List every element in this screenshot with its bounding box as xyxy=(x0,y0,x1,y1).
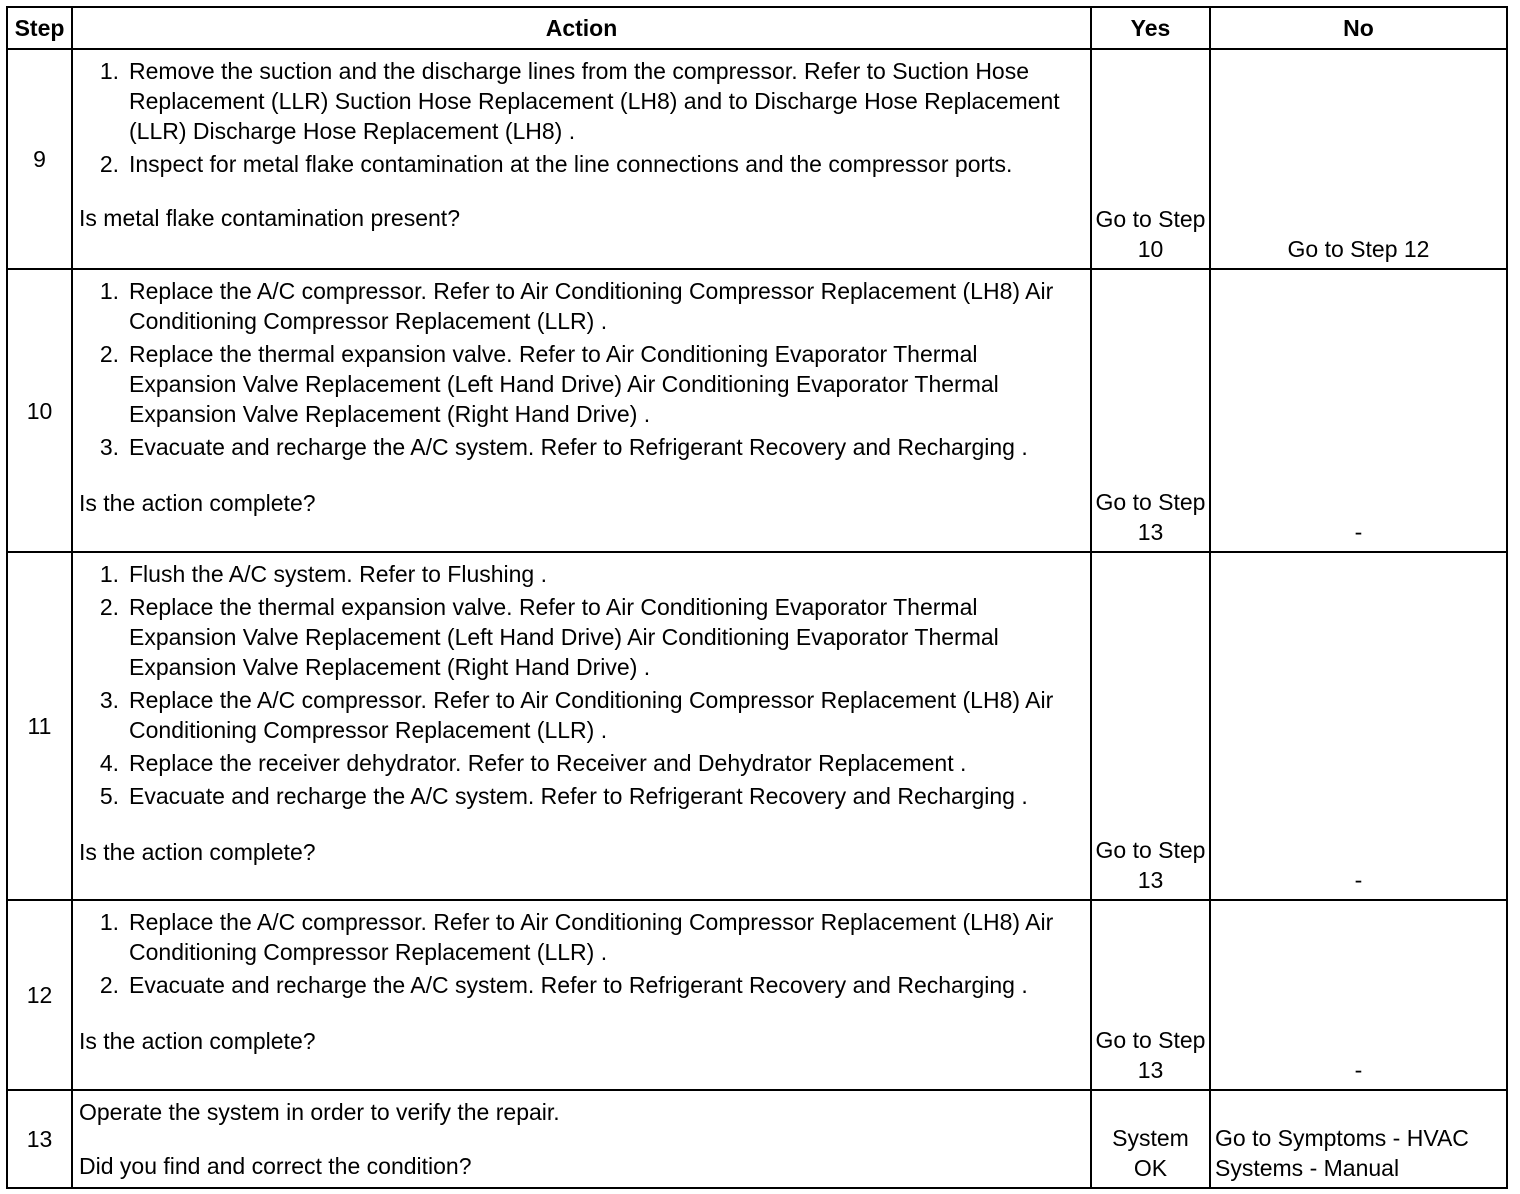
list-item: 3. Replace the A/C compressor. Refer to Air Conditioning Compressor Replacement (LH8) Air Conditioning Compressor Replacement (LLR) . xyxy=(99,687,1054,743)
no-cell: - xyxy=(1210,269,1507,552)
list-item: 1. Replace the A/C compressor. Refer to Air Conditioning Compressor Replacement (LH8) Air Conditioning Compressor Replacement (LLR) . xyxy=(99,909,1054,965)
action-list xyxy=(79,907,1082,1000)
action-text: Operate the system in order to verify the repair. xyxy=(79,1099,560,1125)
action-list xyxy=(79,276,1082,462)
question-text: Is the action complete? xyxy=(79,839,316,865)
list-item: 2. Inspect for metal flake contamination at the line connections and the compressor ports. xyxy=(99,151,1013,177)
list-item: 1. Replace the A/C compressor. Refer to Air Conditioning Compressor Replacement (LH8) Air Conditioning Compressor Replacement (LLR) . xyxy=(99,278,1054,334)
no-cell: Go to Symptoms - HVAC Systems - Manual xyxy=(1210,1090,1507,1188)
header-yes: Yes xyxy=(1091,7,1210,49)
question-text: Is the action complete? xyxy=(79,1028,316,1054)
yes-cell: Go to Step 13 xyxy=(1091,900,1210,1090)
step-number: 12 xyxy=(7,900,72,1090)
no-cell: Go to Step 12 xyxy=(1210,49,1507,269)
yes-cell: Go to Step 13 xyxy=(1091,552,1210,900)
step-number: 10 xyxy=(7,269,72,552)
yes-cell: System OK xyxy=(1091,1090,1210,1188)
list-item: 1. Remove the suction and the discharge lines from the compressor. Refer to Suction Hose Replacement (LLR) Suction Hose Replacement (LH8) and to Discharge Hose Replacement (LLR) Discharge Hose Replacement (LH8) . xyxy=(99,58,1060,144)
action-cell xyxy=(72,49,1091,269)
action-cell xyxy=(72,900,1091,1090)
list-item: 2. Replace the thermal expansion valve. Refer to Air Conditioning Evaporator Thermal Expansion Valve Replacement (Left Hand Drive) Air Conditioning Evaporator Thermal Expansion Valve Replacement (Right Hand Drive) . xyxy=(99,341,999,427)
action-cell xyxy=(72,1090,1091,1188)
no-cell: - xyxy=(1210,552,1507,900)
table-row xyxy=(7,269,1507,552)
question-text: Did you find and correct the condition? xyxy=(79,1153,472,1179)
no-cell: - xyxy=(1210,900,1507,1090)
diagnostic-table xyxy=(6,6,1508,1189)
header-step: Step xyxy=(7,7,72,49)
list-item: 4. Replace the receiver dehydrator. Refer to Receiver and Dehydrator Replacement . xyxy=(99,750,967,776)
action-list xyxy=(79,559,1082,811)
yes-cell: Go to Step 13 xyxy=(1091,269,1210,552)
action-cell xyxy=(72,269,1091,552)
list-item: 5. Evacuate and recharge the A/C system. Refer to Refrigerant Recovery and Recharging . xyxy=(99,783,1028,809)
question-text: Is metal flake contamination present? xyxy=(79,205,460,231)
header-action: Action xyxy=(72,7,1091,49)
table-row xyxy=(7,1090,1507,1188)
step-number: 11 xyxy=(7,552,72,900)
list-item: 1. Flush the A/C system. Refer to Flushing . xyxy=(99,561,547,587)
question-text: Is the action complete? xyxy=(79,490,316,516)
header-no: No xyxy=(1210,7,1507,49)
table-row xyxy=(7,900,1507,1090)
step-number: 13 xyxy=(7,1090,72,1188)
table-row xyxy=(7,552,1507,900)
action-cell xyxy=(72,552,1091,900)
list-item: 2. Evacuate and recharge the A/C system. Refer to Refrigerant Recovery and Recharging . xyxy=(99,972,1028,998)
step-number: 9 xyxy=(7,49,72,269)
list-item: 2. Replace the thermal expansion valve. Refer to Air Conditioning Evaporator Thermal Expansion Valve Replacement (Left Hand Drive) Air Conditioning Evaporator Thermal Expansion Valve Replacement (Right Hand Drive) . xyxy=(99,594,999,680)
yes-cell: Go to Step 10 xyxy=(1091,49,1210,269)
table-row xyxy=(7,49,1507,269)
action-list xyxy=(79,56,1082,179)
header-row xyxy=(7,7,1507,49)
list-item: 3. Evacuate and recharge the A/C system. Refer to Refrigerant Recovery and Recharging . xyxy=(99,434,1028,460)
